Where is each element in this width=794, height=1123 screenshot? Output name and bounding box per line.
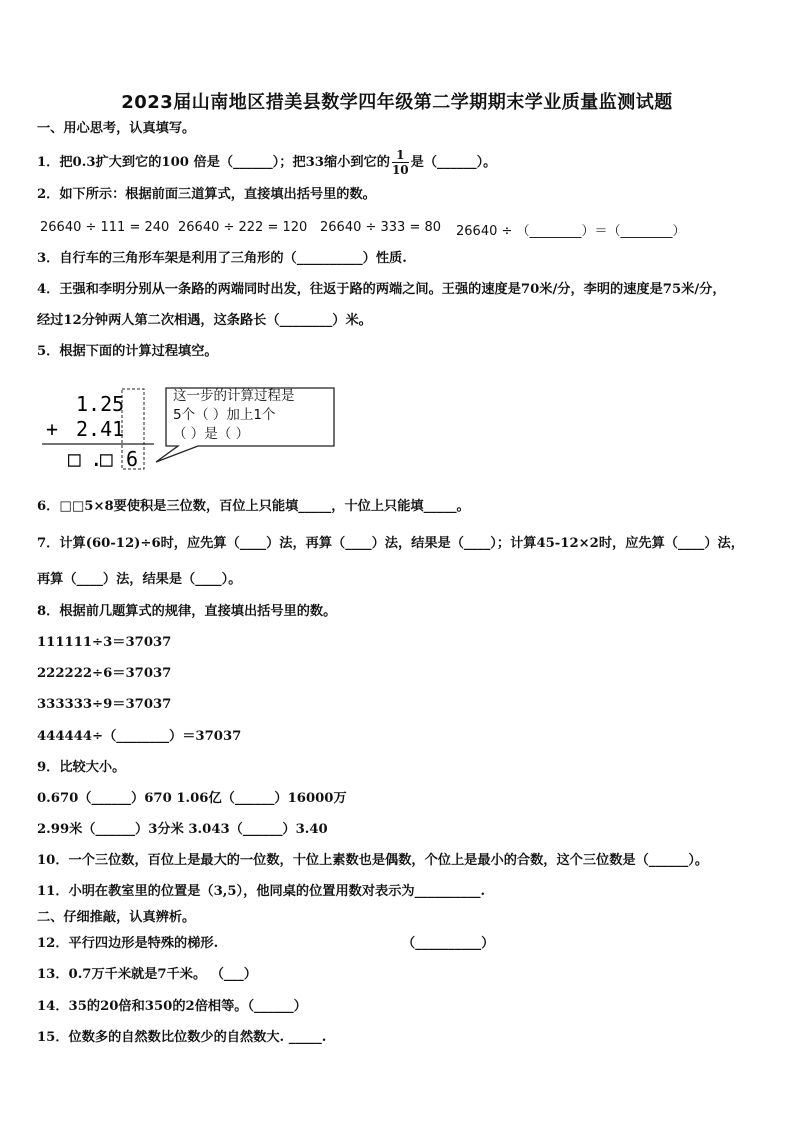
bubble-line-2: 5个（ ）加上1个 bbox=[173, 407, 276, 423]
equation-2: 26640 ÷ 222 = 120 bbox=[178, 220, 308, 235]
section-heading-2: 二、仔细推敲，认真辨析。 bbox=[37, 910, 196, 925]
question-11: 11．小明在教室里的位置是（3,5），他同桌的位置用数对表示为__________. bbox=[37, 884, 486, 899]
question-7-line-1: 7．计算(60-12)÷6时，应先算（____）法，再算（____）法，结果是（____）；计算45-12×2时，应先算（____）法， bbox=[37, 536, 744, 551]
q9-comparison-line-1: 0.670（______）670 1.06亿（______）16000万 bbox=[37, 791, 347, 806]
vertical-addition-figure bbox=[38, 384, 348, 474]
page-title: 2023届山南地区措美县数学四年级第二学期期末学业质量监测试题 bbox=[121, 92, 673, 113]
question-1-part2: 是（______）。 bbox=[410, 155, 497, 170]
result-box-2: □ bbox=[100, 447, 113, 471]
fraction-numerator: 1 bbox=[392, 148, 409, 163]
result-last-digit: 6 bbox=[126, 447, 139, 471]
fraction-one-tenth bbox=[392, 148, 409, 177]
plus-sign: + bbox=[46, 417, 59, 441]
q9-comparison-line-2: 2.99米（______）3分米 3.043（______）3.40 bbox=[37, 822, 328, 837]
question-14: 14．35的20倍和350的2倍相等。（______） bbox=[37, 999, 307, 1014]
question-4-line-2: 经过12分钟两人第二次相遇，这条路长（________）米。 bbox=[37, 313, 372, 328]
question-1-part1: 1．把0.3扩大到它的100 倍是（______）；把33缩小到它的 bbox=[37, 155, 390, 170]
question-2: 2．如下所示：根据前面三道算式，直接填出括号里的数。 bbox=[37, 187, 376, 202]
result-box-1: □ bbox=[68, 447, 81, 471]
q8-equation-4: 444444÷（________）＝37037 bbox=[37, 729, 242, 744]
q8-equation-1: 111111÷3＝37037 bbox=[37, 635, 172, 650]
bubble-line-1: 这一步的计算过程是 bbox=[173, 388, 295, 404]
result-decimal-point: . bbox=[90, 447, 103, 471]
question-1 bbox=[37, 148, 496, 177]
question-5: 5．根据下面的计算过程填空。 bbox=[37, 344, 218, 359]
question-8: 8．根据前几题算式的规律，直接填出括号里的数。 bbox=[37, 604, 337, 619]
addend-1-text: 1.25 bbox=[76, 392, 125, 416]
equation-4: 26640 ÷ （________）＝（________） bbox=[456, 224, 686, 239]
equation-3: 26640 ÷ 333 = 80 bbox=[320, 220, 442, 235]
question-12-answer-blank: （__________） bbox=[402, 936, 495, 951]
question-7-line-2: 再算（____）法，结果是（____）。 bbox=[37, 572, 242, 587]
equation-1: 26640 ÷ 111 = 240 bbox=[40, 220, 170, 235]
question-12: 12．平行四边形是特殊的梯形. bbox=[37, 936, 219, 951]
section-heading-1: 一、用心思考，认真填写。 bbox=[37, 121, 196, 136]
q8-equation-3: 333333÷9＝37037 bbox=[37, 697, 172, 712]
question-15: 15．位数多的自然数比位数少的自然数大. _____. bbox=[37, 1030, 327, 1045]
question-9: 9．比较大小。 bbox=[37, 760, 126, 775]
question-4-line-1: 4．王强和李明分别从一条路的两端同时出发，往返于路的两端之间。王强的速度是70米/分，李明的速度是75米/分， bbox=[37, 282, 726, 297]
fraction-denominator: 10 bbox=[391, 163, 409, 177]
question-10: 10．一个三位数，百位上是最大的一位数，十位上素数也是偶数，个位上是最小的合数，这个三位数是（______）。 bbox=[37, 853, 709, 868]
question-3: 3．自行车的三角形车架是利用了三角形的（__________）性质. bbox=[37, 251, 407, 266]
q8-equation-2: 222222÷6＝37037 bbox=[37, 666, 172, 681]
question-6: 6．□□5×8要使积是三位数，百位上只能填_____，十位上只能填_____。 bbox=[37, 499, 470, 514]
question-13: 13．0.7万千米就是7千米。 （___） bbox=[37, 967, 257, 982]
bubble-line-3: （ ）是（ ） bbox=[173, 426, 250, 442]
addend-2-text: 2.41 bbox=[76, 417, 125, 441]
